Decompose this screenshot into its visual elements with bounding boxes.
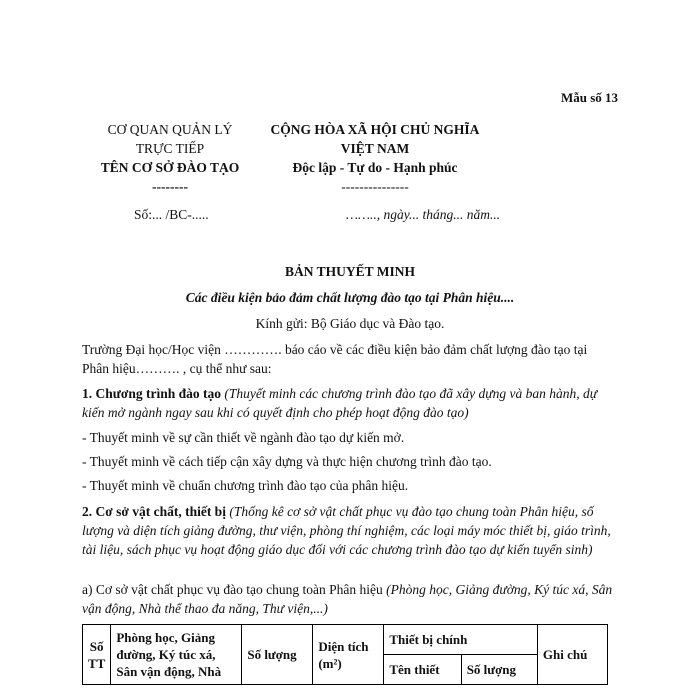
table-header-row (83, 625, 608, 655)
section-1-note: (Thuyết minh các chương trình đào tạo đã xây dựng và ban hành, dự kiến mở ngành ngay sau khi có quyết định cho phép hoạt động đào tạo) (82, 386, 598, 420)
section-2-note: (Thống kê cơ sở vật chất phục vụ đào tạo chung toàn Phân hiệu, số lượng và diện tích giảng đường, thư viện, phòng thí nghiệm, các loại máy móc thiết bị, giáo trình, tài liệu, sách phục vụ hoạt động giáo dục đối với các chương trình đào tạo dự kiến tuyển sinh) (82, 504, 611, 557)
header-notes: Ghi chú (537, 625, 607, 685)
header-area (313, 625, 384, 685)
header-stt: Số TT (83, 625, 111, 685)
header-area-unit: (m²) (318, 655, 342, 671)
header-room-line-1: Phòng học, Giảng đường, Ký túc xá, (116, 630, 216, 662)
header-equipment: Thiết bị chính (384, 625, 538, 655)
document-subtitle: Các điều kiện bảo đảm chất lượng đào tạo tại Phân hiệu.... (185, 290, 515, 305)
subsection-a-label: a) Cơ sở vật chất phục vụ đào tạo chung toàn Phân hiệu (82, 582, 383, 597)
bullet-3: - Thuyết minh về chuẩn chương trình đào tạo của phân hiệu. (82, 478, 409, 493)
recipient-line: Kính gửi: Bộ Giáo dục và Đào tạo. (255, 316, 445, 331)
section-1-heading: 1. Chương trình đào tạo (82, 386, 221, 401)
subsection-a (82, 580, 622, 618)
intro-paragraph (82, 340, 622, 378)
country-name: CỘNG HÒA XÃ HỘI CHỦ NGHĨA VIỆT NAM (270, 122, 480, 156)
agency-line-2: TRỰC TIẾP (135, 141, 205, 156)
motto-divider: --------------- (341, 179, 409, 194)
document-number: Số:... /BC-..... (134, 207, 209, 222)
section-1 (82, 384, 622, 422)
form-number: Mẫu số 13 (560, 90, 618, 105)
header-room-line-2: Sân vận động, Nhà (116, 664, 222, 679)
bullet-1: - Thuyết minh về sự cần thiết về ngành đào tạo dự kiến mở. (82, 430, 405, 445)
place-date: …….., ngày... tháng... năm... (346, 207, 501, 222)
section-2 (82, 502, 622, 559)
section-2-heading: 2. Cơ sở vật chất, thiết bị (82, 504, 226, 519)
header-equipment-quantity: Số lượng (461, 655, 537, 685)
intro-line-2: Phân hiệu………. , cụ thể như sau: (82, 361, 272, 376)
national-motto: Độc lập - Tự do - Hạnh phúc (292, 160, 458, 175)
header-quantity: Số lượng (242, 625, 313, 685)
agency-block (80, 120, 260, 196)
intro-line-1: Trường Đại học/Học viện …………. báo cáo về các điều kiện bảo đảm chất lượng đào tạo tại (82, 342, 588, 357)
institution-name: TÊN CƠ SỞ ĐÀO TẠO (100, 160, 240, 175)
agency-line-1: CƠ QUAN QUẢN LÝ (107, 122, 233, 137)
agency-divider: -------- (152, 179, 188, 194)
bullet-2: - Thuyết minh về cách tiếp cận xây dựng và thực hiện chương trình đào tạo. (82, 454, 492, 469)
subsection-a-note: (Phòng học, Giảng đường, Ký túc xá, Sân vận động, Nhà thể thao đa năng, Thư viện,...) (82, 582, 613, 616)
facility-table (82, 624, 608, 685)
header-equipment-name: Tên thiết (384, 655, 461, 685)
document-title: BẢN THUYẾT MINH (284, 264, 416, 279)
header-area-label: Diện tích (318, 638, 369, 654)
republic-block (270, 120, 480, 196)
header-room-type (111, 625, 242, 685)
